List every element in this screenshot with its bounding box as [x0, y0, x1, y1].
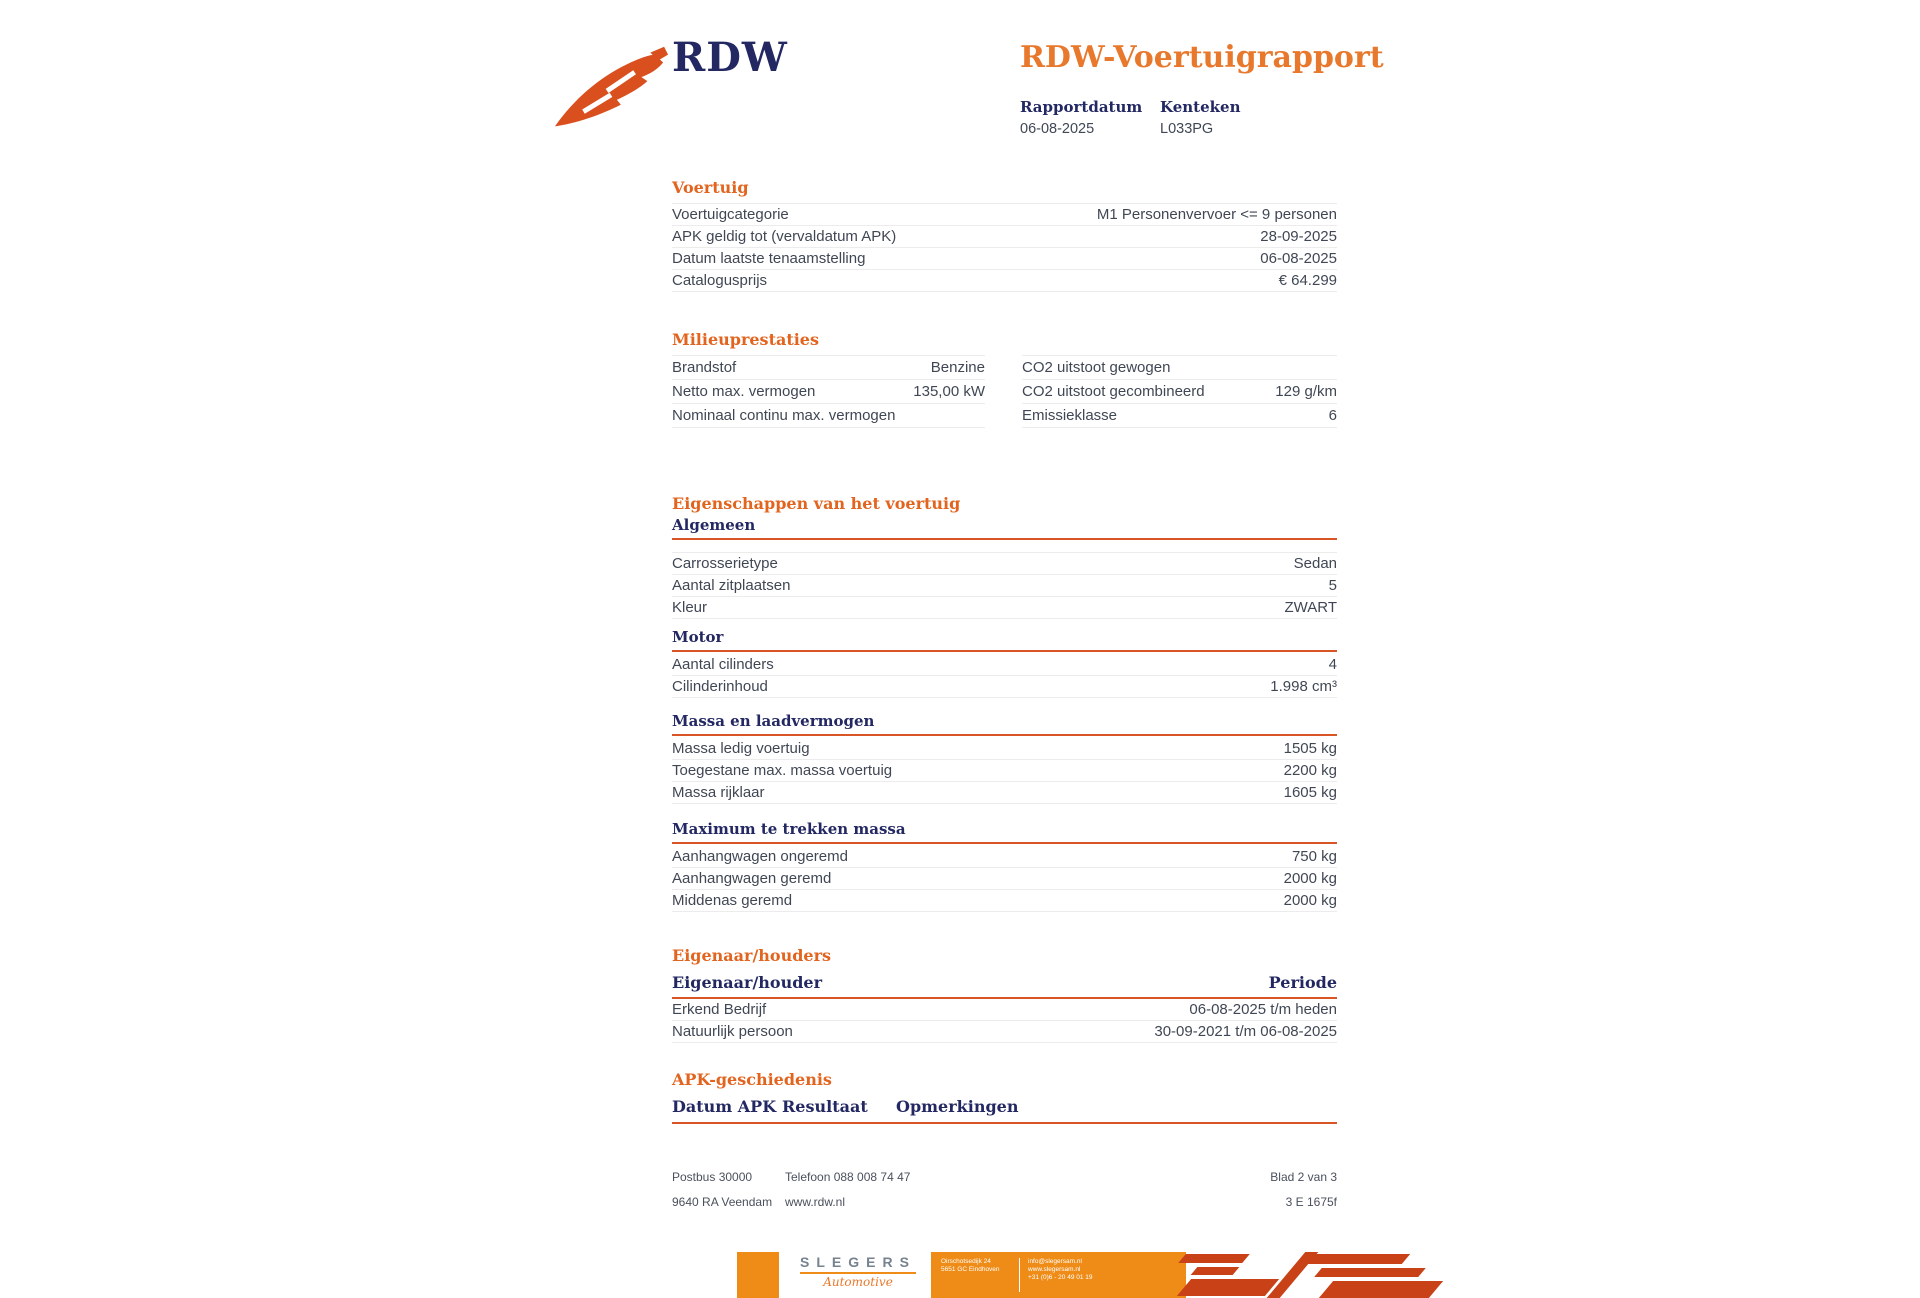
footer-phone: Telefoon 088 008 74 47	[785, 1170, 911, 1184]
table-row	[672, 760, 1337, 782]
dealer-logo	[779, 1252, 931, 1298]
row-label: Aantal zitplaatsen	[672, 577, 791, 594]
row-label: Netto max. vermogen	[672, 383, 816, 400]
row-label: Kleur	[672, 599, 708, 616]
row-value: 1.998 cm³	[1270, 678, 1337, 695]
row-value: 6	[1328, 407, 1337, 424]
row-value: 30-09-2021 t/m 06-08-2025	[1154, 1023, 1337, 1040]
table-row	[1022, 356, 1337, 380]
row-value: € 64.299	[1278, 272, 1337, 289]
dealer-brand-name: SLEGERS	[800, 1254, 916, 1274]
subsection-trekken-massa	[672, 820, 1337, 912]
section-heading: APK-geschiedenis	[672, 1070, 832, 1089]
table-row	[672, 404, 985, 428]
column-header-resultaat: Resultaat	[782, 1097, 868, 1116]
table-row	[672, 890, 1337, 912]
license-plate-value: L033PG	[1160, 121, 1214, 137]
table-row	[672, 1021, 1337, 1043]
table-row	[672, 270, 1337, 292]
row-value: Benzine	[930, 359, 985, 376]
subsection-heading: Motor	[672, 628, 1337, 652]
row-label: Aanhangwagen geremd	[672, 870, 832, 887]
table-row	[1022, 380, 1337, 404]
report-date-value: 06-08-2025	[1020, 121, 1095, 137]
motor-table	[672, 654, 1337, 698]
dealer-address-line1: Oirschotsedijk 24	[941, 1258, 991, 1265]
table-row	[672, 553, 1337, 575]
row-value: 2200 kg	[1283, 762, 1337, 779]
row-label: Natuurlijk persoon	[672, 1023, 793, 1040]
row-value: 2000 kg	[1283, 870, 1337, 887]
banner-stripes-decoration	[1186, 1252, 1416, 1298]
report-date-label: Rapportdatum	[1020, 98, 1143, 116]
column-header-owner: Eigenaar/houder	[672, 973, 823, 992]
owner-table-header	[672, 973, 1337, 999]
dealer-banner	[737, 1252, 1416, 1298]
row-value: 135,00 kW	[913, 383, 985, 400]
subsection-heading: Algemeen	[672, 516, 1337, 540]
dealer-website: www.slegersam.nl	[1028, 1266, 1081, 1273]
page-title: RDW-Voertuigrapport	[1020, 40, 1384, 75]
row-label: CO2 uitstoot gecombineerd	[1022, 383, 1205, 400]
row-value: 750 kg	[1291, 848, 1337, 865]
row-value: 06-08-2025 t/m heden	[1189, 1001, 1337, 1018]
row-value: 28-09-2025	[1260, 228, 1337, 245]
section-milieuprestaties	[672, 330, 1337, 428]
banner-orange-square	[737, 1252, 779, 1298]
subsection-massa	[672, 712, 1337, 804]
table-row	[672, 597, 1337, 619]
column-header-datum-apk: Datum APK	[672, 1097, 777, 1116]
section-apk-geschiedenis	[672, 1070, 1337, 1124]
row-value: 5	[1328, 577, 1337, 594]
rdw-logo-text: RDW	[672, 34, 788, 81]
report-meta	[1020, 98, 1300, 137]
row-label: Nominaal continu max. vermogen	[672, 407, 896, 424]
table-row	[672, 226, 1337, 248]
voertuig-table	[672, 203, 1337, 292]
dealer-brand-subtitle: Automotive	[823, 1275, 893, 1289]
table-row	[672, 575, 1337, 597]
row-value: M1 Personenvervoer <= 9 personen	[1096, 206, 1337, 223]
row-label: Datum laatste tenaamstelling	[672, 250, 866, 267]
apk-table-header	[672, 1097, 1337, 1124]
section-heading: Eigenschappen van het voertuig	[672, 494, 961, 513]
column-header-period: Periode	[1268, 973, 1337, 992]
row-value: 1605 kg	[1283, 784, 1337, 801]
row-label: Carrosserietype	[672, 555, 778, 572]
owner-table	[672, 999, 1337, 1043]
section-heading: Voertuig	[672, 178, 749, 197]
row-value: ZWART	[1284, 599, 1337, 616]
table-row	[1022, 404, 1337, 428]
section-voertuig	[672, 178, 1337, 292]
subsection-heading: Massa en laadvermogen	[672, 712, 1337, 736]
table-row	[672, 676, 1337, 698]
rdw-feather-icon	[552, 42, 670, 139]
license-plate-label: Kenteken	[1160, 98, 1241, 116]
footer-website: www.rdw.nl	[785, 1195, 846, 1209]
row-value: 129 g/km	[1275, 383, 1337, 400]
footer-form-code: 3 E 1675f	[1285, 1195, 1337, 1209]
row-label: Voertuigcategorie	[672, 206, 789, 223]
row-label: Middenas geremd	[672, 892, 793, 909]
table-row	[672, 868, 1337, 890]
column-header-opmerkingen: Opmerkingen	[896, 1097, 1019, 1116]
table-row	[672, 846, 1337, 868]
dealer-contact-box	[931, 1252, 1186, 1298]
row-label: Emissieklasse	[1022, 407, 1118, 424]
section-eigenaar-houders	[672, 946, 1337, 1043]
algemeen-table	[672, 552, 1337, 619]
dealer-email: info@slegersam.nl	[1028, 1258, 1082, 1265]
footer-postbox: Postbus 30000	[672, 1170, 753, 1184]
row-label: Toegestane max. massa voertuig	[672, 762, 893, 779]
row-value: Sedan	[1293, 555, 1337, 572]
footer-city: 9640 RA Veendam	[672, 1195, 773, 1209]
section-heading: Eigenaar/houders	[672, 946, 832, 965]
row-label: Catalogusprijs	[672, 272, 768, 289]
row-label: Massa rijklaar	[672, 784, 765, 801]
dealer-address-line2: 5651 GC Eindhoven	[941, 1266, 1000, 1273]
row-label: Cilinderinhoud	[672, 678, 768, 695]
row-label: Aantal cilinders	[672, 656, 774, 673]
dealer-phone: +31 (0)6 - 20 49 01 19	[1028, 1274, 1093, 1281]
table-row	[672, 204, 1337, 226]
row-label: Brandstof	[672, 359, 737, 376]
row-label: CO2 uitstoot gewogen	[1022, 359, 1171, 376]
subsection-algemeen	[672, 516, 1337, 619]
row-label: Aanhangwagen ongeremd	[672, 848, 848, 865]
table-row	[672, 782, 1337, 804]
trekken-table	[672, 846, 1337, 912]
table-row	[672, 248, 1337, 270]
footer-page-number: Blad 2 van 3	[1270, 1170, 1337, 1184]
subsection-motor	[672, 628, 1337, 698]
row-label: APK geldig tot (vervaldatum APK)	[672, 228, 897, 245]
milieu-table-right	[1022, 355, 1337, 428]
row-value: 1505 kg	[1283, 740, 1337, 757]
milieu-table-left	[672, 355, 985, 428]
section-heading: Milieuprestaties	[672, 330, 819, 349]
table-row	[672, 654, 1337, 676]
table-row	[672, 738, 1337, 760]
subsection-heading: Maximum te trekken massa	[672, 820, 1337, 844]
table-row	[672, 356, 985, 380]
row-value: 4	[1328, 656, 1337, 673]
page-footer	[672, 1170, 1337, 1220]
row-value: 2000 kg	[1283, 892, 1337, 909]
table-row	[672, 999, 1337, 1021]
row-label: Erkend Bedrijf	[672, 1001, 767, 1018]
table-row	[672, 380, 985, 404]
row-label: Massa ledig voertuig	[672, 740, 810, 757]
massa-table	[672, 738, 1337, 804]
row-value: 06-08-2025	[1260, 250, 1337, 267]
